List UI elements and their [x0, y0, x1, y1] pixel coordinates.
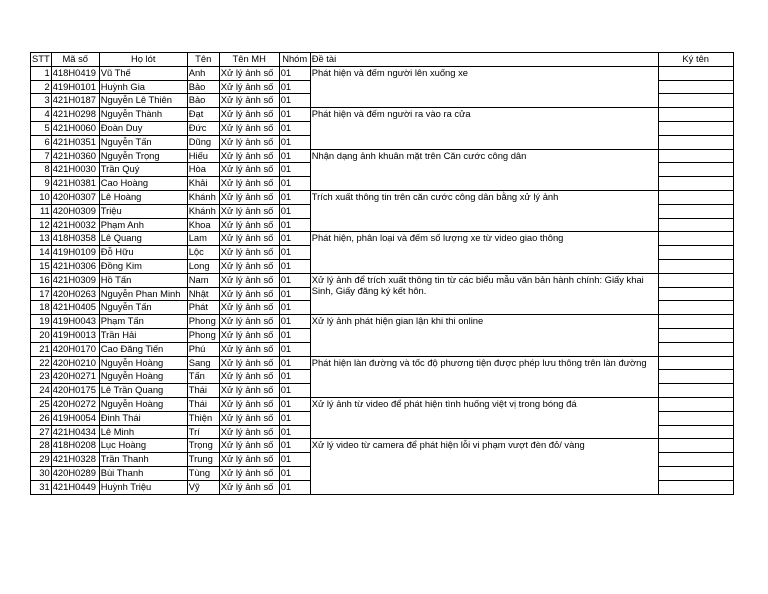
- cell-ky-ten: [658, 328, 733, 342]
- cell-ten-mh: Xử lý ảnh số: [219, 370, 279, 384]
- cell-de-tai: Trích xuất thông tin trên căn cước công dân bằng xử lý ảnh: [310, 190, 658, 231]
- table-row: [31, 273, 734, 287]
- cell-ten: Bảo: [187, 80, 219, 94]
- cell-de-tai: Xử lý ảnh phát hiện gian lận khi thi online: [310, 315, 658, 356]
- cell-ky-ten: [658, 246, 733, 260]
- header-ky-ten: Ký tên: [658, 53, 733, 67]
- table-row: [31, 356, 734, 370]
- cell-ho-lot: Nguyễn Thành: [99, 108, 187, 122]
- cell-ma-so: 421H0306: [51, 259, 99, 273]
- cell-ho-lot: Bùi Thanh: [99, 466, 187, 480]
- cell-nhom: 01: [279, 177, 310, 191]
- cell-stt: 6: [31, 135, 52, 149]
- cell-ten: Phong: [187, 315, 219, 329]
- cell-ten-mh: Xử lý ảnh số: [219, 108, 279, 122]
- cell-ma-so: 421H0351: [51, 135, 99, 149]
- cell-stt: 19: [31, 315, 52, 329]
- cell-stt: 12: [31, 218, 52, 232]
- cell-stt: 20: [31, 328, 52, 342]
- header-ho-lot: Họ lót: [99, 53, 187, 67]
- cell-ten-mh: Xử lý ảnh số: [219, 287, 279, 301]
- header-stt: STT: [31, 53, 52, 67]
- cell-ma-so: 420H0170: [51, 342, 99, 356]
- cell-ma-so: 420H0210: [51, 356, 99, 370]
- cell-ten: Phong: [187, 328, 219, 342]
- cell-nhom: 01: [279, 315, 310, 329]
- cell-ma-so: 421H0328: [51, 453, 99, 467]
- cell-ho-lot: Lục Hoàng: [99, 439, 187, 453]
- cell-ho-lot: Nguyễn Hoàng: [99, 370, 187, 384]
- cell-stt: 8: [31, 163, 52, 177]
- cell-stt: 30: [31, 466, 52, 480]
- cell-ho-lot: Trần Quý: [99, 163, 187, 177]
- cell-ky-ten: [658, 315, 733, 329]
- cell-ho-lot: Lê Quang: [99, 232, 187, 246]
- cell-stt: 15: [31, 259, 52, 273]
- table-row: [31, 439, 734, 453]
- cell-ten: Bảo: [187, 94, 219, 108]
- cell-ky-ten: [658, 232, 733, 246]
- cell-ten: Trọng: [187, 439, 219, 453]
- cell-ten-mh: Xử lý ảnh số: [219, 439, 279, 453]
- cell-stt: 17: [31, 287, 52, 301]
- cell-nhom: 01: [279, 190, 310, 204]
- cell-nhom: 01: [279, 232, 310, 246]
- cell-ma-so: 421H0298: [51, 108, 99, 122]
- cell-ky-ten: [658, 342, 733, 356]
- cell-ten: Thái: [187, 397, 219, 411]
- cell-nhom: 01: [279, 121, 310, 135]
- cell-ma-so: 421H0405: [51, 301, 99, 315]
- cell-ten: Dũng: [187, 135, 219, 149]
- cell-stt: 2: [31, 80, 52, 94]
- cell-ma-so: 420H0309: [51, 204, 99, 218]
- cell-stt: 14: [31, 246, 52, 260]
- cell-ten-mh: Xử lý ảnh số: [219, 384, 279, 398]
- cell-nhom: 01: [279, 149, 310, 163]
- cell-ten: Khải: [187, 177, 219, 191]
- cell-ky-ten: [658, 466, 733, 480]
- cell-ky-ten: [658, 163, 733, 177]
- cell-ten-mh: Xử lý ảnh số: [219, 342, 279, 356]
- cell-ten: Vỹ: [187, 480, 219, 494]
- cell-ky-ten: [658, 259, 733, 273]
- cell-ky-ten: [658, 287, 733, 301]
- cell-ho-lot: Lê Hoàng: [99, 190, 187, 204]
- cell-ho-lot: Đỗ Hữu: [99, 246, 187, 260]
- cell-ky-ten: [658, 480, 733, 494]
- cell-ma-so: 420H0272: [51, 397, 99, 411]
- cell-ky-ten: [658, 411, 733, 425]
- cell-nhom: 01: [279, 425, 310, 439]
- cell-ho-lot: Đồng Kim: [99, 259, 187, 273]
- table-row: [31, 66, 734, 80]
- header-nhom: Nhóm: [279, 53, 310, 67]
- cell-ten-mh: Xử lý ảnh số: [219, 218, 279, 232]
- cell-ten-mh: Xử lý ảnh số: [219, 232, 279, 246]
- cell-ho-lot: Phạm Anh: [99, 218, 187, 232]
- cell-ho-lot: Lê Trần Quang: [99, 384, 187, 398]
- cell-nhom: 01: [279, 259, 310, 273]
- cell-ho-lot: Nguyễn Trọng: [99, 149, 187, 163]
- cell-ten-mh: Xử lý ảnh số: [219, 301, 279, 315]
- cell-ky-ten: [658, 370, 733, 384]
- cell-nhom: 01: [279, 328, 310, 342]
- cell-stt: 27: [31, 425, 52, 439]
- cell-stt: 23: [31, 370, 52, 384]
- cell-ho-lot: Nguyễn Hoàng: [99, 397, 187, 411]
- cell-stt: 1: [31, 66, 52, 80]
- cell-ma-so: 419H0013: [51, 328, 99, 342]
- table-row: [31, 149, 734, 163]
- cell-ten-mh: Xử lý ảnh số: [219, 480, 279, 494]
- cell-ky-ten: [658, 453, 733, 467]
- cell-nhom: 01: [279, 204, 310, 218]
- cell-ten-mh: Xử lý ảnh số: [219, 204, 279, 218]
- cell-ma-so: 421H0449: [51, 480, 99, 494]
- cell-nhom: 01: [279, 356, 310, 370]
- cell-ky-ten: [658, 301, 733, 315]
- cell-nhom: 01: [279, 384, 310, 398]
- cell-ma-so: 419H0043: [51, 315, 99, 329]
- cell-ho-lot: Lê Minh: [99, 425, 187, 439]
- cell-ho-lot: Hồ Tấn: [99, 273, 187, 287]
- cell-nhom: 01: [279, 218, 310, 232]
- student-topic-table: [30, 52, 734, 495]
- cell-stt: 10: [31, 190, 52, 204]
- cell-ten-mh: Xử lý ảnh số: [219, 121, 279, 135]
- cell-ten-mh: Xử lý ảnh số: [219, 411, 279, 425]
- cell-nhom: 01: [279, 301, 310, 315]
- cell-ky-ten: [658, 218, 733, 232]
- cell-ky-ten: [658, 108, 733, 122]
- cell-nhom: 01: [279, 66, 310, 80]
- header-ten-mh: Tên MH: [219, 53, 279, 67]
- cell-ten-mh: Xử lý ảnh số: [219, 149, 279, 163]
- cell-de-tai: Phát hiện làn đường và tốc độ phương tiện được phép lưu thông trên làn đường: [310, 356, 658, 397]
- cell-ten-mh: Xử lý ảnh số: [219, 94, 279, 108]
- cell-ma-so: 418H0419: [51, 66, 99, 80]
- cell-ma-so: 420H0307: [51, 190, 99, 204]
- cell-ky-ten: [658, 397, 733, 411]
- cell-stt: 24: [31, 384, 52, 398]
- cell-ho-lot: Triệu: [99, 204, 187, 218]
- cell-de-tai: Xử lý ảnh từ video để phát hiện tình huống việt vị trong bóng đá: [310, 397, 658, 438]
- cell-de-tai: Phát hiện và đếm người lên xuống xe: [310, 66, 658, 107]
- cell-stt: 22: [31, 356, 52, 370]
- cell-ten: Đức: [187, 121, 219, 135]
- cell-stt: 31: [31, 480, 52, 494]
- cell-de-tai: Phát hiện, phân loại và đếm số lượng xe từ video giao thông: [310, 232, 658, 273]
- cell-ma-so: 420H0271: [51, 370, 99, 384]
- cell-ten: Phú: [187, 342, 219, 356]
- cell-ten-mh: Xử lý ảnh số: [219, 190, 279, 204]
- cell-stt: 4: [31, 108, 52, 122]
- cell-de-tai: Phát hiện và đếm người ra vào ra cửa: [310, 108, 658, 149]
- cell-ma-so: 421H0030: [51, 163, 99, 177]
- cell-ma-so: 421H0032: [51, 218, 99, 232]
- cell-stt: 3: [31, 94, 52, 108]
- table-row: [31, 315, 734, 329]
- cell-ky-ten: [658, 66, 733, 80]
- cell-ky-ten: [658, 177, 733, 191]
- header-ma-so: Mã số: [51, 53, 99, 67]
- cell-ten-mh: Xử lý ảnh số: [219, 315, 279, 329]
- cell-ten: Lộc: [187, 246, 219, 260]
- cell-ho-lot: Đinh Thái: [99, 411, 187, 425]
- cell-ky-ten: [658, 204, 733, 218]
- table-row: [31, 397, 734, 411]
- cell-nhom: 01: [279, 397, 310, 411]
- cell-nhom: 01: [279, 273, 310, 287]
- cell-ten: Hòa: [187, 163, 219, 177]
- cell-ten: Nam: [187, 273, 219, 287]
- cell-ten: Thiện: [187, 411, 219, 425]
- cell-ten: Khoa: [187, 218, 219, 232]
- cell-ten: Hiếu: [187, 149, 219, 163]
- cell-ho-lot: Nguyễn Tấn: [99, 135, 187, 149]
- cell-nhom: 01: [279, 108, 310, 122]
- cell-ho-lot: Đoàn Duy: [99, 121, 187, 135]
- cell-ten: Sang: [187, 356, 219, 370]
- table-body: [31, 66, 734, 494]
- cell-nhom: 01: [279, 439, 310, 453]
- cell-ten-mh: Xử lý ảnh số: [219, 425, 279, 439]
- cell-ten-mh: Xử lý ảnh số: [219, 356, 279, 370]
- cell-ma-so: 421H0434: [51, 425, 99, 439]
- cell-ky-ten: [658, 135, 733, 149]
- cell-ten-mh: Xử lý ảnh số: [219, 163, 279, 177]
- cell-ma-so: 420H0289: [51, 466, 99, 480]
- cell-nhom: 01: [279, 342, 310, 356]
- cell-ky-ten: [658, 80, 733, 94]
- cell-stt: 21: [31, 342, 52, 356]
- cell-ho-lot: Nguyễn Hoàng: [99, 356, 187, 370]
- cell-ten-mh: Xử lý ảnh số: [219, 66, 279, 80]
- cell-ten: Thái: [187, 384, 219, 398]
- cell-nhom: 01: [279, 94, 310, 108]
- cell-ho-lot: Nguyễn Phan Minh: [99, 287, 187, 301]
- cell-ky-ten: [658, 425, 733, 439]
- cell-nhom: 01: [279, 80, 310, 94]
- cell-ky-ten: [658, 439, 733, 453]
- cell-ky-ten: [658, 384, 733, 398]
- cell-ma-so: 419H0109: [51, 246, 99, 260]
- cell-ten-mh: Xử lý ảnh số: [219, 246, 279, 260]
- cell-ho-lot: Huỳnh Gia: [99, 80, 187, 94]
- cell-ten: Nhật: [187, 287, 219, 301]
- cell-stt: 26: [31, 411, 52, 425]
- cell-nhom: 01: [279, 246, 310, 260]
- cell-ten: Đạt: [187, 108, 219, 122]
- cell-ten: Khánh: [187, 204, 219, 218]
- cell-stt: 13: [31, 232, 52, 246]
- header-row: [31, 53, 734, 67]
- cell-ma-so: 419H0101: [51, 80, 99, 94]
- cell-ma-so: 421H0060: [51, 121, 99, 135]
- cell-nhom: 01: [279, 453, 310, 467]
- cell-stt: 16: [31, 273, 52, 287]
- cell-ho-lot: Cao Đăng Tiến: [99, 342, 187, 356]
- cell-ten: Trung: [187, 453, 219, 467]
- cell-nhom: 01: [279, 370, 310, 384]
- cell-ma-so: 420H0175: [51, 384, 99, 398]
- cell-stt: 25: [31, 397, 52, 411]
- cell-stt: 29: [31, 453, 52, 467]
- cell-ten-mh: Xử lý ảnh số: [219, 453, 279, 467]
- header-ten: Tên: [187, 53, 219, 67]
- cell-ho-lot: Trần Thanh: [99, 453, 187, 467]
- cell-ten-mh: Xử lý ảnh số: [219, 273, 279, 287]
- cell-ma-so: 421H0381: [51, 177, 99, 191]
- cell-ky-ten: [658, 190, 733, 204]
- cell-ma-so: 421H0309: [51, 273, 99, 287]
- cell-ky-ten: [658, 121, 733, 135]
- cell-ma-so: 419H0054: [51, 411, 99, 425]
- cell-nhom: 01: [279, 480, 310, 494]
- cell-ho-lot: Phạm Tấn: [99, 315, 187, 329]
- cell-ten-mh: Xử lý ảnh số: [219, 177, 279, 191]
- cell-stt: 9: [31, 177, 52, 191]
- cell-ky-ten: [658, 94, 733, 108]
- table-row: [31, 108, 734, 122]
- cell-ho-lot: Cao Hoàng: [99, 177, 187, 191]
- cell-ma-so: 421H0360: [51, 149, 99, 163]
- cell-ten: Trí: [187, 425, 219, 439]
- cell-ma-so: 418H0358: [51, 232, 99, 246]
- cell-stt: 28: [31, 439, 52, 453]
- cell-ten: Phát: [187, 301, 219, 315]
- cell-nhom: 01: [279, 466, 310, 480]
- cell-de-tai: Xử lý ảnh để trích xuất thông tin từ các biểu mẫu văn bản hành chính: Giấy khai Sinh, Giấy đăng ký kết hôn.: [310, 273, 658, 314]
- cell-ho-lot: Nguyễn Lê Thiên: [99, 94, 187, 108]
- cell-ky-ten: [658, 149, 733, 163]
- cell-ten: Anh: [187, 66, 219, 80]
- cell-ho-lot: Nguyễn Tấn: [99, 301, 187, 315]
- cell-ten-mh: Xử lý ảnh số: [219, 328, 279, 342]
- cell-nhom: 01: [279, 287, 310, 301]
- cell-ten: Tùng: [187, 466, 219, 480]
- cell-ten: Khánh: [187, 190, 219, 204]
- cell-ten-mh: Xử lý ảnh số: [219, 397, 279, 411]
- cell-ten-mh: Xử lý ảnh số: [219, 135, 279, 149]
- cell-ten: Tấn: [187, 370, 219, 384]
- cell-stt: 11: [31, 204, 52, 218]
- cell-de-tai: Nhận dạng ảnh khuân mặt trên Căn cước công dân: [310, 149, 658, 190]
- cell-ky-ten: [658, 273, 733, 287]
- cell-ten-mh: Xử lý ảnh số: [219, 80, 279, 94]
- cell-ma-so: 420H0263: [51, 287, 99, 301]
- table-row: [31, 190, 734, 204]
- cell-ho-lot: Vũ Thế: [99, 66, 187, 80]
- cell-ky-ten: [658, 356, 733, 370]
- cell-ten: Long: [187, 259, 219, 273]
- cell-stt: 18: [31, 301, 52, 315]
- header-de-tai: Đề tài: [310, 53, 658, 67]
- table-row: [31, 232, 734, 246]
- cell-nhom: 01: [279, 135, 310, 149]
- cell-nhom: 01: [279, 411, 310, 425]
- cell-de-tai: Xử lý video từ camera để phát hiện lỗi vi phạm vượt đèn đỏ/ vàng: [310, 439, 658, 494]
- cell-ten-mh: Xử lý ảnh số: [219, 259, 279, 273]
- cell-ma-so: 418H0208: [51, 439, 99, 453]
- cell-stt: 5: [31, 121, 52, 135]
- cell-ten-mh: Xử lý ảnh số: [219, 466, 279, 480]
- cell-nhom: 01: [279, 163, 310, 177]
- cell-stt: 7: [31, 149, 52, 163]
- cell-ho-lot: Huỳnh Triệu: [99, 480, 187, 494]
- cell-ma-so: 421H0187: [51, 94, 99, 108]
- cell-ten: Lam: [187, 232, 219, 246]
- cell-ho-lot: Trần Hải: [99, 328, 187, 342]
